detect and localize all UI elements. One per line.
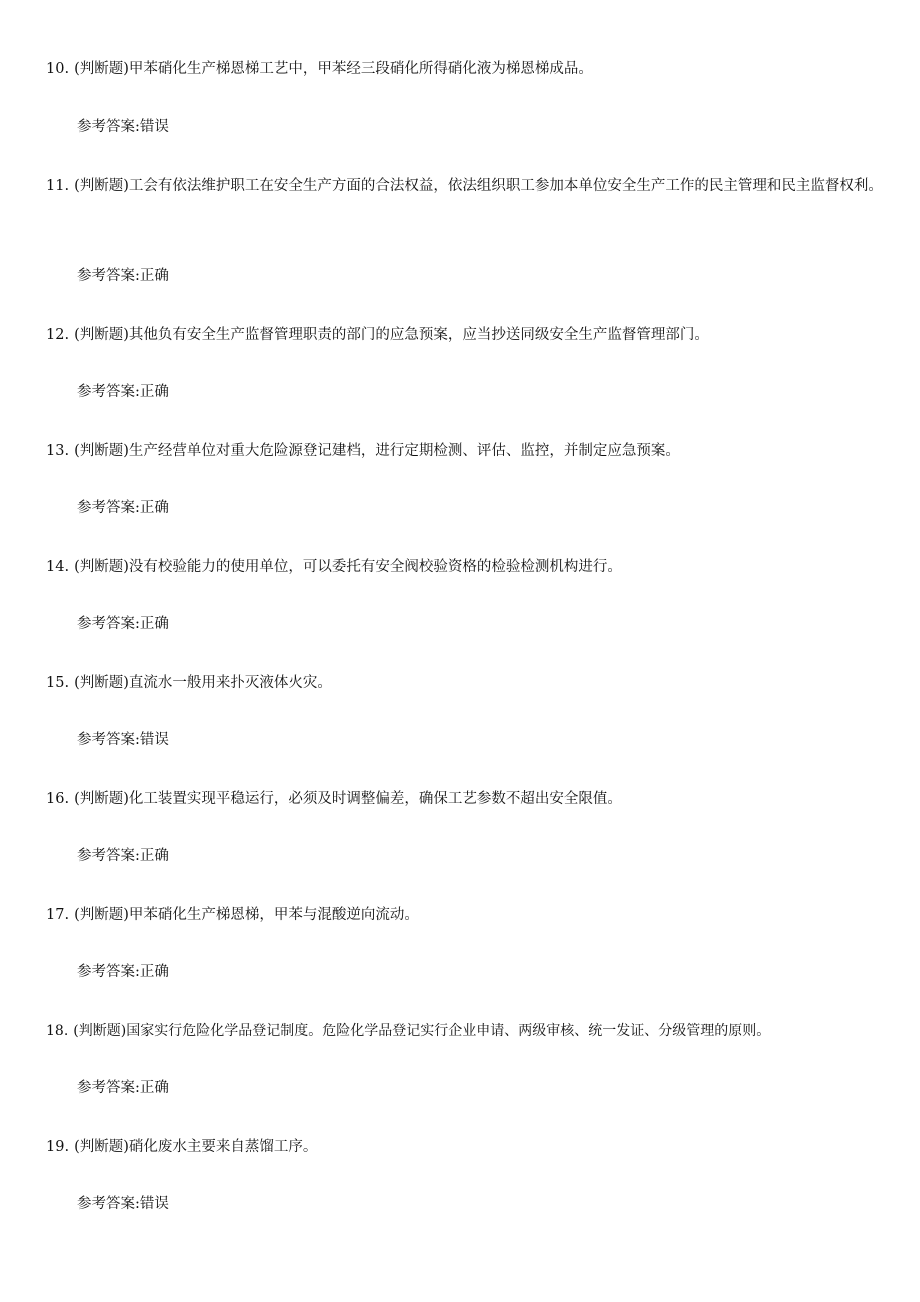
answer-label: 参考答案: bbox=[77, 848, 140, 864]
answer-value: 正确 bbox=[139, 268, 169, 284]
question-item bbox=[46, 900, 882, 930]
question-text: 甲苯硝化生产梯恩梯工艺中，甲苯经三段硝化所得硝化液为梯恩梯成品。 bbox=[128, 61, 593, 77]
question-type: (判断题) bbox=[73, 1023, 127, 1039]
answer-label: 参考答案: bbox=[77, 119, 140, 135]
answer-label: 参考答案: bbox=[77, 1080, 140, 1096]
answer-value: 错误 bbox=[139, 732, 169, 748]
question-text: 国家实行危险化学品登记制度。危险化学品登记实行企业申请、两级审核、统一发证、分级管理的原则。 bbox=[126, 1023, 771, 1039]
answer-label: 参考答案: bbox=[77, 732, 140, 748]
question-number: 15. bbox=[46, 675, 70, 691]
question-type: (判断题) bbox=[74, 559, 129, 575]
question-item bbox=[46, 436, 882, 466]
question-number: 17. bbox=[46, 907, 70, 923]
answer-line bbox=[77, 377, 169, 407]
question-text: 甲苯硝化生产梯恩梯，甲苯与混酸逆向流动。 bbox=[128, 907, 419, 923]
question-text: 化工装置实现平稳运行，必须及时调整偏差，确保工艺参数不超出安全限值。 bbox=[128, 791, 622, 807]
question-type: (判断题) bbox=[74, 675, 129, 691]
answer-label: 参考答案: bbox=[77, 964, 140, 980]
question-number: 14. bbox=[46, 559, 70, 575]
answer-line bbox=[77, 1073, 169, 1103]
question-number: 16. bbox=[46, 791, 70, 807]
answer-line bbox=[77, 609, 169, 639]
question-text: 直流水一般用来扑灭液体火灾。 bbox=[128, 675, 332, 691]
question-type: (判断题) bbox=[74, 327, 129, 343]
answer-line bbox=[77, 841, 169, 871]
question-text: 硝化废水主要来自蒸馏工序。 bbox=[128, 1139, 318, 1155]
answer-line bbox=[77, 957, 169, 987]
question-number: 13. bbox=[46, 443, 70, 459]
answer-value: 正确 bbox=[139, 1080, 169, 1096]
question-text: 没有校验能力的使用单位，可以委托有安全阀校验资格的检验检测机构进行。 bbox=[128, 559, 622, 575]
answer-line bbox=[77, 1189, 169, 1219]
answer-label: 参考答案: bbox=[77, 384, 140, 400]
question-item bbox=[46, 1132, 882, 1162]
answer-value: 正确 bbox=[139, 848, 169, 864]
answer-line bbox=[77, 493, 169, 523]
question-type: (判断题) bbox=[74, 791, 129, 807]
question-item bbox=[46, 668, 882, 698]
question-item bbox=[46, 54, 882, 84]
question-type: (判断题) bbox=[74, 178, 129, 194]
question-type: (判断题) bbox=[74, 907, 129, 923]
answer-line bbox=[77, 725, 169, 755]
answer-value: 正确 bbox=[139, 616, 169, 632]
answer-label: 参考答案: bbox=[77, 268, 140, 284]
answer-value: 正确 bbox=[139, 964, 169, 980]
question-item bbox=[46, 171, 884, 201]
question-item bbox=[46, 1016, 896, 1046]
answer-value: 错误 bbox=[139, 119, 169, 135]
answer-line bbox=[77, 112, 169, 142]
question-item bbox=[46, 552, 882, 582]
question-number: 10. bbox=[46, 61, 70, 77]
answer-line bbox=[77, 261, 169, 291]
question-type: (判断题) bbox=[74, 61, 129, 77]
question-text: 工会有依法维护职工在安全生产方面的合法权益，依法组织职工参加本单位安全生产工作的民主管理和民主监督权利。 bbox=[128, 178, 883, 194]
answer-label: 参考答案: bbox=[77, 1196, 140, 1212]
question-text: 其他负有安全生产监督管理职责的部门的应急预案，应当抄送同级安全生产监督管理部门。 bbox=[128, 327, 709, 343]
answer-value: 正确 bbox=[139, 384, 169, 400]
question-number: 11. bbox=[46, 178, 70, 194]
question-number: 12. bbox=[46, 327, 70, 343]
answer-value: 正确 bbox=[139, 500, 169, 516]
question-item bbox=[46, 320, 882, 350]
question-type: (判断题) bbox=[74, 1139, 129, 1155]
answer-value: 错误 bbox=[139, 1196, 169, 1212]
question-number: 18. bbox=[46, 1023, 69, 1039]
answer-label: 参考答案: bbox=[77, 500, 140, 516]
question-text: 生产经营单位对重大危险源登记建档，进行定期检测、评估、监控，并制定应急预案。 bbox=[128, 443, 680, 459]
answer-label: 参考答案: bbox=[77, 616, 140, 632]
question-type: (判断题) bbox=[74, 443, 129, 459]
question-item bbox=[46, 784, 882, 814]
question-number: 19. bbox=[46, 1139, 70, 1155]
